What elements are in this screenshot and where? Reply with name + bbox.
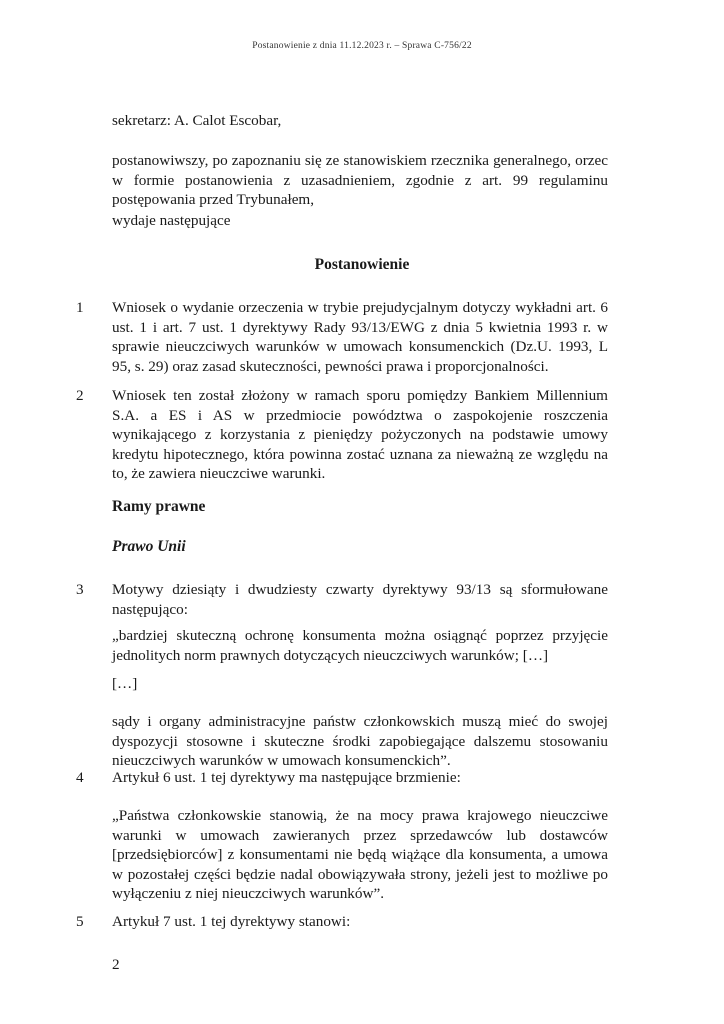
paragraph-number-4: 4 bbox=[76, 769, 84, 786]
paragraph-4: Artykuł 6 ust. 1 tej dyrektywy ma następujące brzmienie: bbox=[112, 769, 461, 786]
paragraph-3: Motywy dziesiąty i dwudziesty czwarty dyrektywy 93/13 są sformułowane następująco: bbox=[112, 581, 608, 618]
paragraph-number-2: 2 bbox=[76, 387, 84, 404]
paragraph-1: Wniosek o wydanie orzeczenia w trybie prejudycjalnym dotyczy wykładni art. 6 ust. 1 i art. 7 ust. 1 dyrektywy Rady 93/13/EWG z dnia 5 kwietnia 1993 r. w sprawie nieuczciwych warunków w umowach konsumenckich (Dz.U. 1993, L 95, s. 29) oraz zasad skuteczności, pewności prawa i proporcjonalności. bbox=[112, 299, 608, 375]
decision-basis-paragraph: postanowiwszy, po zapoznaniu się ze stanowiskiem rzecznika generalnego, orzec w formie postanowienia z uzasadnieniem, zgodnie z art. 99 regulaminu postępowania przed Trybunałem, bbox=[112, 152, 608, 208]
running-header: Postanowienie z dnia 11.12.2023 r. – Sprawa C-756/22 bbox=[252, 41, 472, 51]
paragraph-number-1: 1 bbox=[76, 299, 84, 316]
quote-article-6: „Państwa członkowskie stanowią, że na mocy prawa krajowego nieuczciwe warunki w umowach zawieranych przez sprzedawców lub dostawców [przedsiębiorców] z konsumentami nie będą wiążące dla konsumenta, a umowa w pozostałej części będzie nadal obowiązywała strony, jeżeli jest to możliwe po wyłączeniu z niej nieuczciwych warunków”. bbox=[112, 807, 608, 902]
quote-recital-24: sądy i organy administracyjne państw członkowskich muszą mieć do swojej dyspozycji stosowne i skuteczne środki zapobiegające dalszemu stosowaniu nieuczciwych warunków w umowach konsumenckich”. bbox=[112, 713, 608, 769]
document-title: Postanowienie bbox=[314, 256, 410, 273]
secretary-line: sekretarz: A. Calot Escobar, bbox=[112, 112, 282, 129]
page-number: 2 bbox=[112, 956, 120, 973]
subsection-heading: Prawo Unii bbox=[112, 538, 186, 555]
issues-line: wydaje następujące bbox=[112, 212, 231, 229]
paragraph-5: Artykuł 7 ust. 1 tej dyrektywy stanowi: bbox=[112, 913, 351, 930]
section-heading: Ramy prawne bbox=[112, 498, 206, 515]
quote-ellipsis: […] bbox=[112, 675, 138, 692]
paragraph-2: Wniosek ten został złożony w ramach sporu pomiędzy Bankiem Millennium S.A. a ES i AS w przedmiocie powództwa o zaspokojenie roszczenia wynikającego z korzystania z pieniędzy pożyczonych na podstawie umowy kredytu hipotecznego, która powinna zostać uznana za nieważną ze względu na to, że zawiera nieuczciwe warunki. bbox=[112, 387, 608, 482]
paragraph-number-3: 3 bbox=[76, 581, 84, 598]
quote-recital-10: „bardziej skuteczną ochronę konsumenta można osiągnąć poprzez przyjęcie jednolitych norm prawnych dotyczących nieuczciwych warunków; […] bbox=[112, 627, 608, 664]
paragraph-number-5: 5 bbox=[76, 913, 84, 930]
